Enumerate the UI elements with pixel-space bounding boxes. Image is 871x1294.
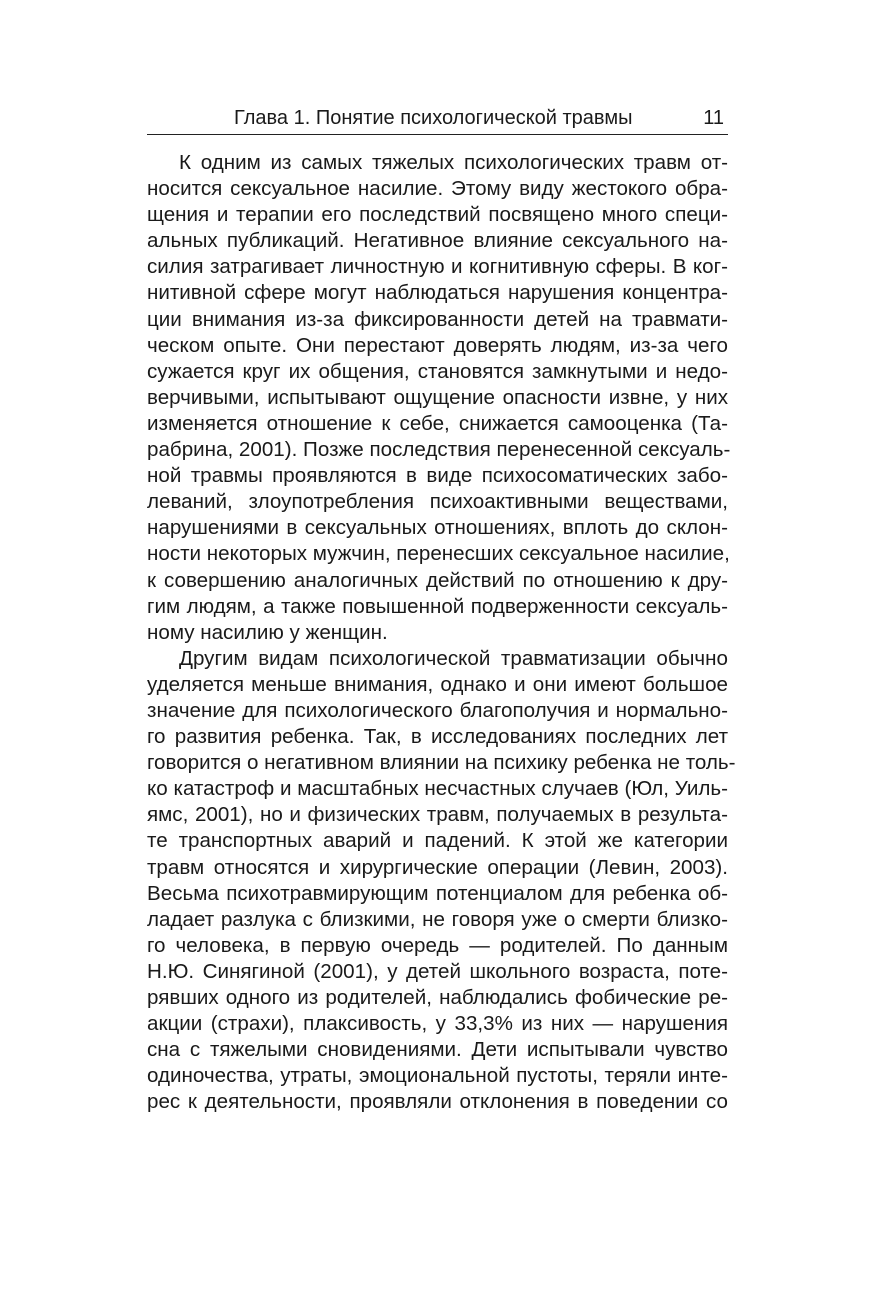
paragraph-1-line: ной травмы проявляются в виде психосоматических забо- (147, 464, 728, 488)
paragraph-1-line: альных публикаций. Негативное влияние сексуального на- (147, 229, 728, 253)
paragraph-1-line: гим людям, а также повышенной подверженности сексуаль- (147, 594, 728, 618)
paragraph-2-line: акции (страхи), плаксивость, у 33,3% из них — нарушения (147, 1012, 728, 1036)
paragraph-2-line: травм относятся и хирургические операции (Левин, 2003). (147, 855, 728, 879)
paragraph-2-line: ямс, 2001), но и физических травм, получаемых в результа- (147, 803, 728, 827)
body-text (147, 150, 736, 1115)
paragraph-1-line: верчивыми, испытывают ощущение опасности извне, у них (147, 385, 728, 409)
paragraph-1-line: изменяется отношение к себе, снижается самооценка (Та- (147, 411, 728, 435)
paragraph-1-line: носится сексуальное насилие. Этому виду жестокого обра- (147, 177, 728, 201)
page-number: 11 (703, 107, 724, 129)
paragraph-1-line: нарушениями в сексуальных отношениях, вплоть до склон- (147, 516, 728, 540)
paragraph-2-line: Н.Ю. Синягиной (2001), у детей школьного возраста, поте- (147, 959, 728, 983)
chapter-title: Глава 1. Понятие психологической травмы (234, 107, 633, 129)
paragraph-2-line: значение для психологического благополучия и нормально- (147, 698, 728, 722)
paragraph-1-line: ции внимания из-за фиксированности детей на травмати- (147, 307, 728, 331)
paragraph-1-line: рабрина, 2001). Позже последствия перенесенной сексуаль- (147, 438, 731, 462)
paragraph-1-line: К одним из самых тяжелых психологических травм от- (179, 151, 728, 174)
paragraph-2-line: рявших одного из родителей, наблюдались фобические ре- (147, 986, 728, 1009)
paragraph-1-line: сужается круг их общения, становятся замкнутыми и недо- (147, 359, 728, 383)
paragraph-2-line: Другим видам психологической травматизации обычно (179, 646, 728, 670)
paragraph-1-line: ности некоторых мужчин, перенесших сексуальное насилие, (147, 542, 730, 566)
paragraph-2-line: го человека, в первую очередь — родителей. По данным (147, 933, 728, 957)
running-header (147, 104, 728, 135)
paragraph-2-line: сна с тяжелыми сновидениями. Дети испытывали чувство (147, 1038, 728, 1062)
paragraph-2-line: уделяется меньше внимания, однако и они имеют большое (147, 672, 728, 696)
paragraph-1-line: силия затрагивает личностную и когнитивную сферы. В ког- (147, 255, 728, 279)
paragraph-2-line: рес к деятельности, проявляли отклонения в поведении со (147, 1090, 728, 1114)
paragraph-2-line: ладает разлука с близкими, не говоря уже о смерти близко- (147, 907, 728, 931)
paragraph-2-line: ко катастроф и масштабных несчастных случаев (Юл, Уиль- (147, 777, 728, 801)
paragraph-1-line: леваний, злоупотребления психоактивными веществами, (147, 490, 728, 514)
paragraph-2-line: одиночества, утраты, эмоциональной пустоты, теряли инте- (147, 1064, 728, 1088)
paragraph-2-line: те транспортных аварий и падений. К этой же категории (147, 829, 728, 853)
paragraph-1-line: ческом опыте. Они перестают доверять людям, из-за чего (147, 333, 728, 357)
paragraph-1-line: нитивной сфере могут наблюдаться нарушения концентра- (147, 281, 728, 305)
paragraph-2-line: говорится о негативном влиянии на психику ребенка не толь- (147, 751, 736, 775)
paragraph-1-line: ному насилию у женщин. (147, 620, 388, 644)
paragraph-2-line: го развития ребенка. Так, в исследованиях последних лет (147, 725, 728, 749)
paragraph-1-line: щения и терапии его последствий посвящено много специ- (147, 203, 728, 227)
paragraph-2-line: Весьма психотравмирующим потенциалом для ребенка об- (147, 881, 728, 905)
paragraph-1-line: к совершению аналогичных действий по отношению к дру- (147, 568, 728, 592)
